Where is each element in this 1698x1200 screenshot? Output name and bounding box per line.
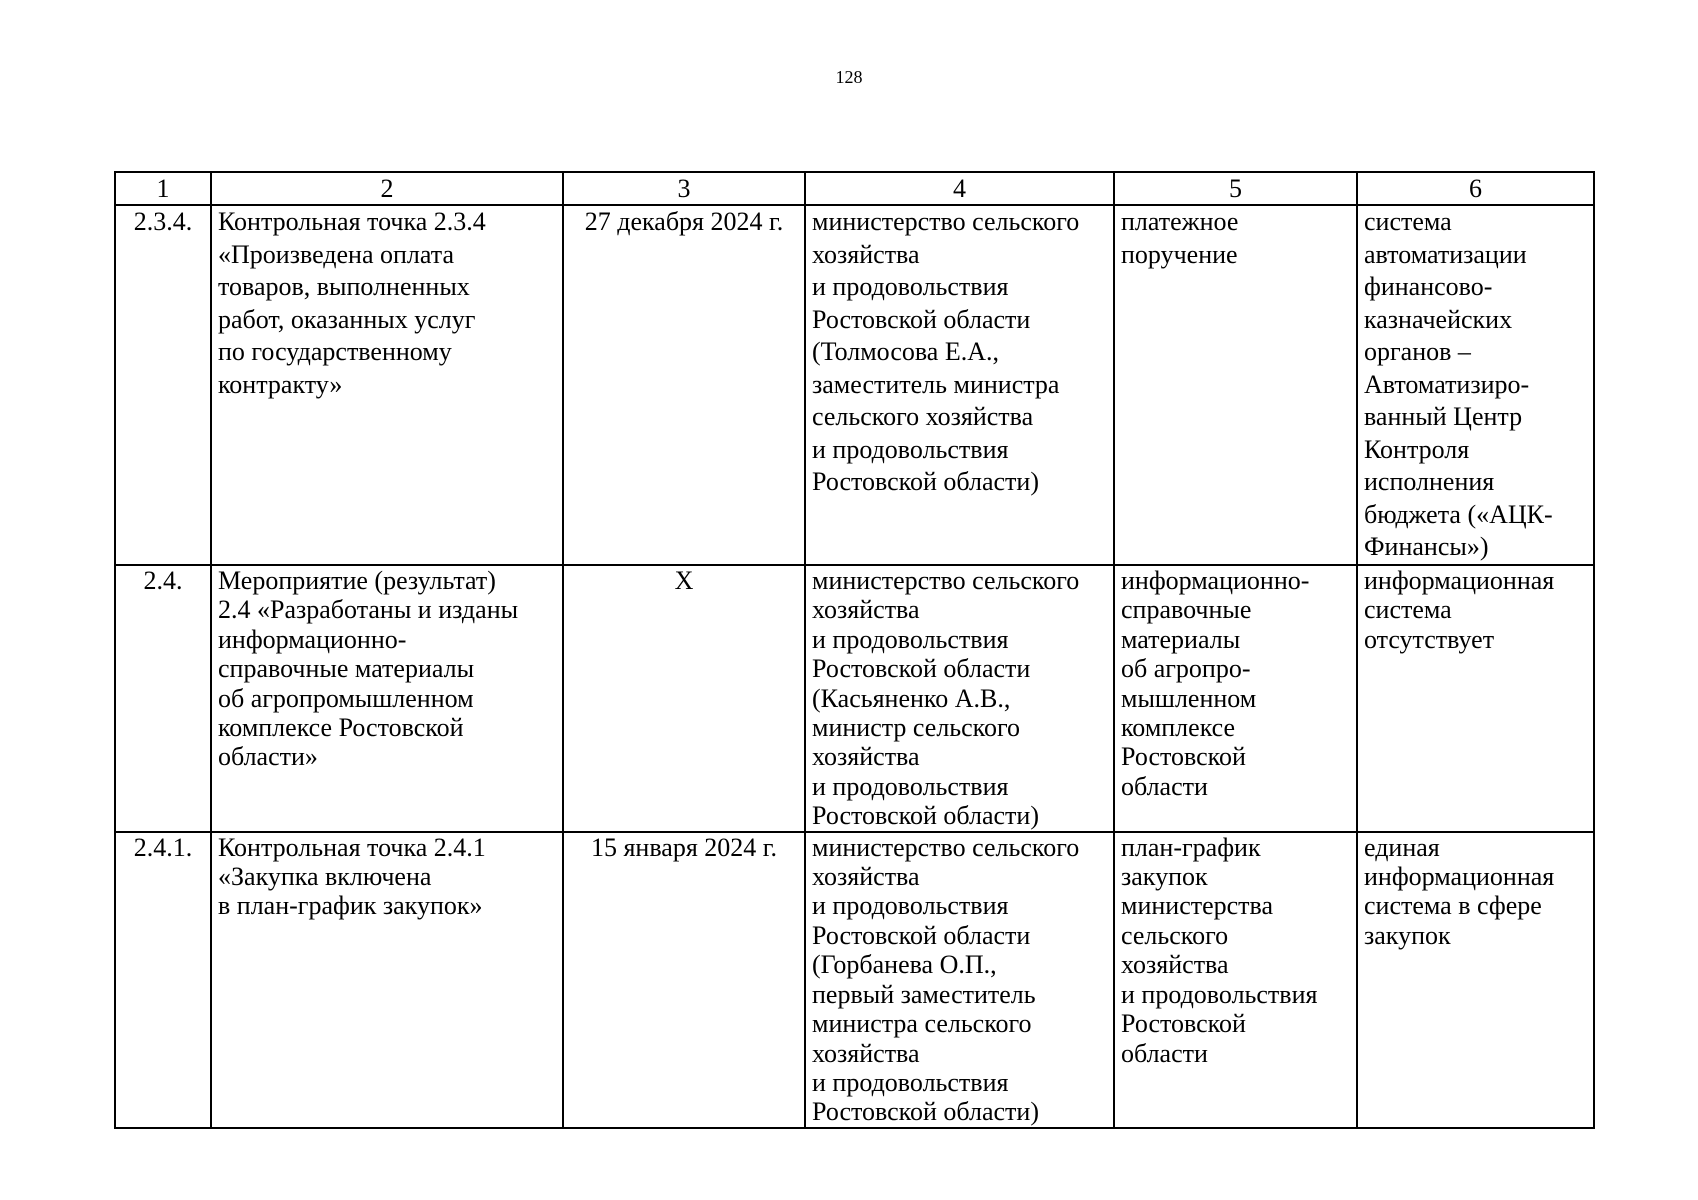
column-header: 4 [805, 172, 1114, 205]
page-number: 128 [835, 67, 863, 87]
cell-text-line: хозяйства [812, 1038, 920, 1068]
cell-text-line: Ростовской области) [812, 467, 1039, 496]
document-type-cell [1114, 565, 1357, 832]
cell-text-line: Финансы») [1364, 532, 1489, 561]
cell-text-line: (Толмосова Е.А., [812, 337, 999, 366]
cell-text-line: поручение [1121, 239, 1238, 269]
cell-text-line: комплексе [1121, 713, 1236, 743]
cell-text-line: хозяйства [812, 595, 920, 625]
table-row [115, 832, 1594, 1128]
cell-text-line: ванный Центр [1364, 402, 1523, 431]
column-header: 6 [1357, 172, 1594, 205]
cell-text-line: Ростовской области) [812, 1097, 1039, 1127]
responsible-cell [805, 565, 1114, 832]
table-header-row [115, 172, 1594, 205]
cell-text-line: первый заместитель [812, 979, 1036, 1009]
responsible-cell [805, 205, 1114, 565]
cell-text-line: информационная [1364, 566, 1555, 595]
cell-text-line: министра сельского [812, 1009, 1032, 1039]
cell-text-line: по государственному [218, 337, 452, 366]
event-name-cell [211, 832, 563, 1128]
cell-text-line: и продовольствия [1121, 979, 1318, 1009]
cell-text-line: и продовольствия [812, 891, 1009, 921]
cell-text-line: в план-график закупок» [218, 891, 483, 921]
cell-text-line: хозяйства [812, 239, 920, 269]
column-header: 1 [115, 172, 211, 205]
cell-text-line: казначейских [1364, 304, 1513, 334]
cell-text-line: Автоматизиро- [1364, 369, 1530, 399]
row-number-cell: 2.4.1. [115, 832, 211, 1128]
cell-text-line: министерство сельского [812, 566, 1080, 595]
cell-text-line: платежное [1121, 207, 1239, 236]
cell-text-line: мышленном [1121, 683, 1257, 713]
plan-table [114, 171, 1595, 1129]
cell-text-line: бюджета («АЦК- [1364, 499, 1553, 529]
cell-text-line: и продовольствия [812, 771, 1009, 801]
cell-text-line: информационно- [1121, 566, 1310, 595]
document-type-cell [1114, 832, 1357, 1128]
cell-text-line: Контрольная точка 2.3.4 [218, 207, 486, 236]
column-header: 3 [563, 172, 805, 205]
cell-text-line: (Горбанева О.П., [812, 950, 997, 980]
cell-text-line: сельского [1121, 920, 1229, 950]
cell-text-line: финансово- [1364, 272, 1493, 301]
cell-text-line: министерство сельского [812, 832, 1080, 862]
info-system-cell [1357, 205, 1594, 565]
cell-text-line: области [1121, 771, 1208, 801]
column-header: 5 [1114, 172, 1357, 205]
cell-text-line: сельского хозяйства [812, 402, 1034, 431]
cell-text-line: Ростовской области [812, 920, 1031, 950]
deadline-cell: 15 января 2024 г. [563, 832, 805, 1128]
cell-text-line: об агропро- [1121, 654, 1251, 684]
cell-text-line: исполнения [1364, 467, 1495, 496]
cell-text-line: и продовольствия [812, 624, 1009, 654]
info-system-cell [1357, 832, 1594, 1128]
cell-text-line: система в сфере [1364, 891, 1542, 921]
cell-text-line: Ростовской области [812, 304, 1031, 334]
cell-text-line: области [1121, 1038, 1208, 1068]
cell-text-line: закупок [1364, 920, 1451, 950]
info-system-cell [1357, 565, 1594, 832]
cell-text-line: товаров, выполненных [218, 272, 470, 301]
cell-text-line: план-график [1121, 832, 1261, 862]
cell-text-line: справочные [1121, 595, 1252, 625]
cell-text-line: хозяйства [1121, 950, 1229, 980]
cell-text-line: министерство сельского [812, 207, 1080, 236]
cell-text-line: об агропромышленном [218, 683, 474, 713]
cell-text-line: Ростовской [1121, 742, 1246, 772]
deadline-cell: 27 декабря 2024 г. [563, 205, 805, 565]
cell-text-line: единая [1364, 832, 1440, 862]
cell-text-line: система [1364, 595, 1452, 625]
cell-text-line: справочные материалы [218, 654, 475, 684]
cell-text-line: органов – [1364, 337, 1471, 366]
row-number-cell: 2.4. [115, 565, 211, 832]
cell-text-line: Ростовской области) [812, 801, 1039, 831]
cell-text-line: Контрольная точка 2.4.1 [218, 832, 486, 862]
cell-text-line: хозяйства [812, 862, 920, 892]
table-row [115, 565, 1594, 832]
cell-text-line: 2.4 «Разработаны и изданы [218, 595, 519, 625]
cell-text-line: хозяйства [812, 742, 920, 772]
cell-text-line: области» [218, 742, 318, 772]
cell-text-line: система [1364, 207, 1452, 236]
cell-text-line: «Закупка включена [218, 862, 432, 892]
cell-text-line: автоматизации [1364, 239, 1527, 269]
cell-text-line: контракту» [218, 369, 343, 399]
cell-text-line: информационно- [218, 624, 407, 654]
cell-text-line: и продовольствия [812, 272, 1009, 301]
cell-text-line: (Касьяненко А.В., [812, 683, 1011, 713]
cell-text-line: «Произведена оплата [218, 239, 454, 269]
cell-text-line: работ, оказанных услуг [218, 304, 476, 334]
event-name-cell [211, 565, 563, 832]
cell-text-line: информационная [1364, 862, 1555, 892]
cell-text-line: материалы [1121, 624, 1241, 654]
cell-text-line: и продовольствия [812, 1067, 1009, 1097]
cell-text-line: министерства [1121, 891, 1274, 921]
cell-text-line: отсутствует [1364, 624, 1495, 654]
cell-text-line: заместитель министра [812, 369, 1060, 399]
responsible-cell [805, 832, 1114, 1128]
cell-text-line: Ростовской [1121, 1009, 1246, 1039]
cell-text-line: Мероприятие (результат) [218, 566, 496, 595]
cell-text-line: и продовольствия [812, 434, 1009, 464]
column-header: 2 [211, 172, 563, 205]
document-type-cell [1114, 205, 1357, 565]
table-row [115, 205, 1594, 565]
cell-text-line: комплексе Ростовской [218, 713, 464, 743]
event-name-cell [211, 205, 563, 565]
cell-text-line: Контроля [1364, 434, 1470, 464]
cell-text-line: закупок [1121, 862, 1208, 892]
deadline-cell: Х [563, 565, 805, 832]
cell-text-line: министр сельского [812, 713, 1021, 743]
cell-text-line: Ростовской области [812, 654, 1031, 684]
row-number-cell: 2.3.4. [115, 205, 211, 565]
